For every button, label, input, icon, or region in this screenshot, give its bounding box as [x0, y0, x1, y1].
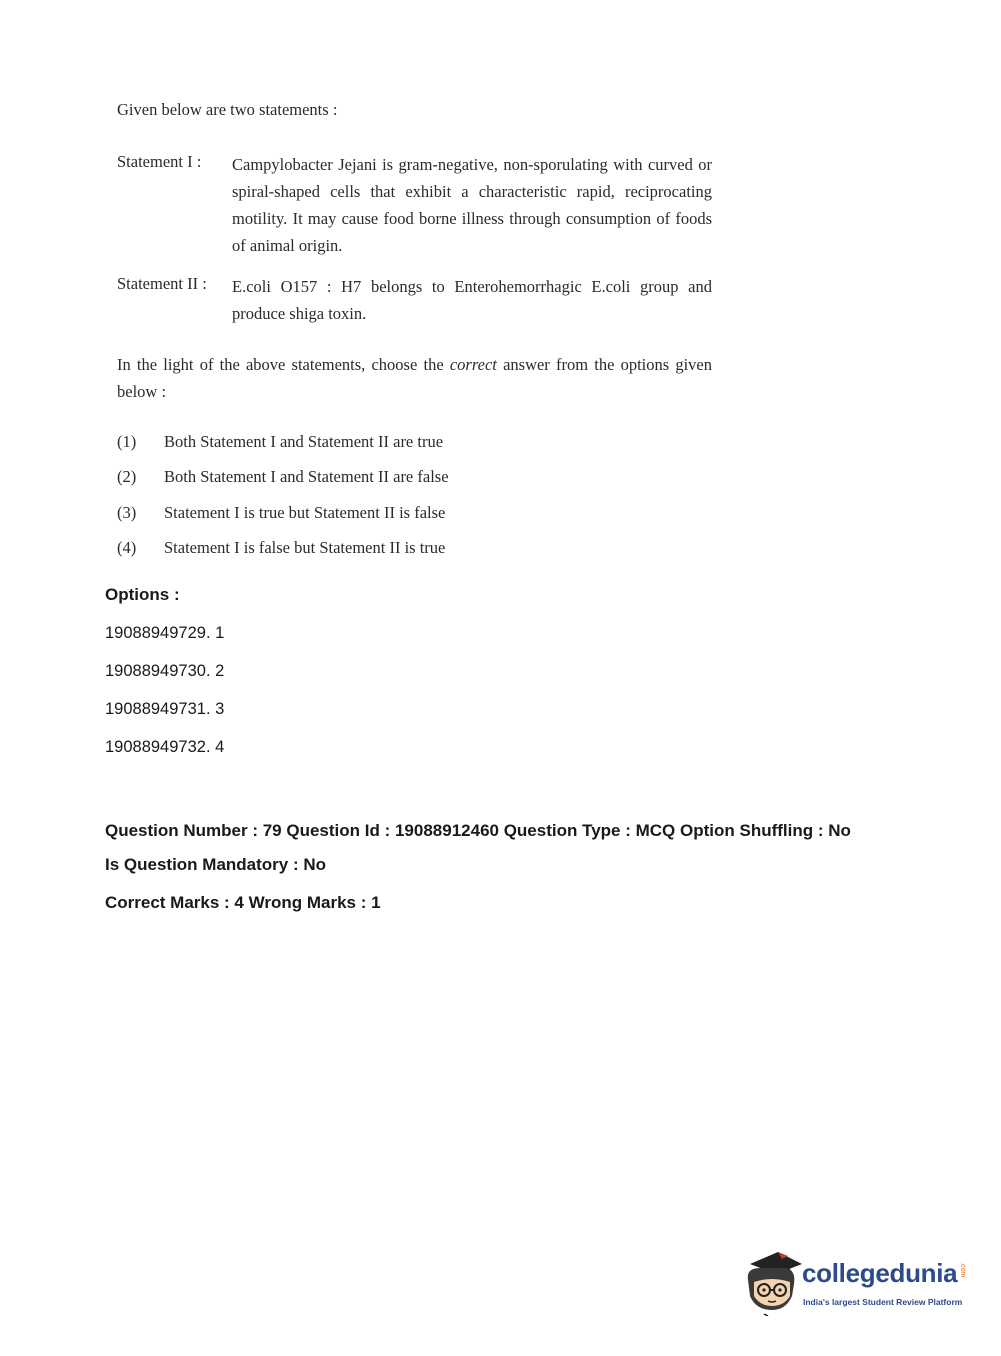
- choice-text: Both Statement I and Statement II are false: [164, 467, 449, 486]
- intro-text: Given below are two statements :: [117, 100, 338, 119]
- option-item: 19088949732. 4: [105, 738, 225, 756]
- question-text-after: answer from the options given below :: [117, 355, 713, 401]
- choice-text: Statement I is false but Statement II is true: [164, 538, 446, 557]
- question-mandatory-line: Is Question Mandatory : No: [105, 855, 327, 874]
- choice-number: (2): [117, 467, 137, 486]
- choice-number: (1): [117, 432, 137, 451]
- choice-text: Both Statement I and Statement II are true: [164, 432, 444, 451]
- question-text-before: In the light of the above statements, choose the: [117, 355, 444, 374]
- question-meta-line: Question Number : 79 Question Id : 19088912460 Question Type : MCQ Option Shuffling : No: [105, 821, 851, 840]
- logo-wordmark: collegedunia: [802, 1258, 958, 1288]
- statement-1-text: Campylobacter Jejani is gram-negative, non-sporulating with curved or spiral-shaped cells that exhibit a characteristic rapid, reciprocating motility. It may cause food borne illness through consumption of foods of animal origin.: [232, 155, 712, 255]
- collegedunia-logo: [742, 1250, 972, 1320]
- statement-2-label: Statement II :: [117, 274, 207, 293]
- statement-2-text: E.coli O157 : H7 belongs to Enterohemorrhagic E.coli group and produce shiga toxin.: [232, 277, 712, 323]
- marks-line: Correct Marks : 4 Wrong Marks : 1: [105, 893, 381, 912]
- option-item: 19088949731. 3: [105, 700, 225, 718]
- mascot-icon: [742, 1250, 804, 1316]
- option-item: 19088949730. 2: [105, 662, 225, 680]
- choice-text: Statement I is true but Statement II is false: [164, 503, 446, 522]
- logo-tagline: India's largest Student Review Platform: [803, 1297, 963, 1307]
- question-text: [117, 351, 712, 405]
- question-text-emphasis: correct: [449, 355, 497, 374]
- option-item: 19088949729. 1: [105, 624, 225, 642]
- logo-domain: .com: [959, 1262, 966, 1278]
- choice-number: (3): [117, 503, 137, 522]
- options-heading: Options :: [105, 585, 180, 604]
- choice-number: (4): [117, 538, 137, 557]
- statement-1-label: Statement I :: [117, 152, 202, 171]
